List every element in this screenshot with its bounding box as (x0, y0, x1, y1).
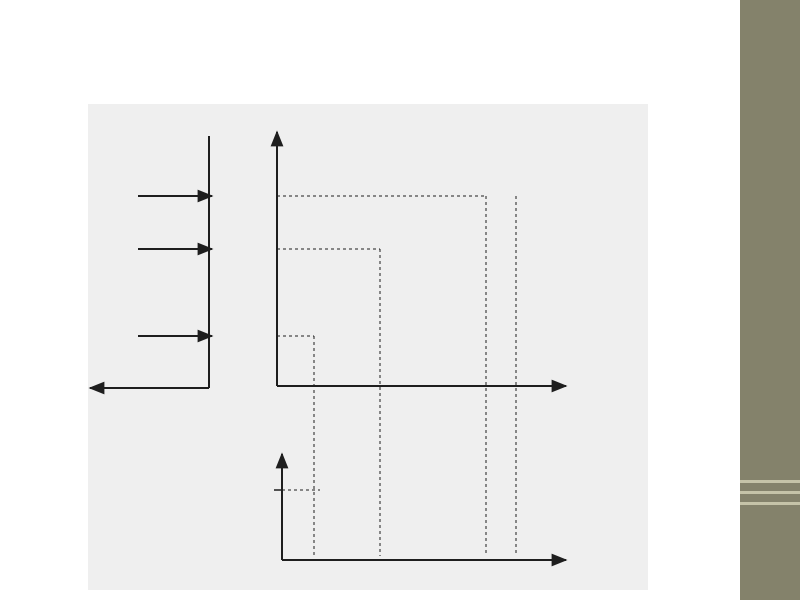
solution-figure (88, 104, 648, 590)
fuzzy-diagram-svg (88, 104, 648, 590)
guide-lines (314, 196, 516, 556)
sidebar-accent-lines (740, 480, 800, 522)
